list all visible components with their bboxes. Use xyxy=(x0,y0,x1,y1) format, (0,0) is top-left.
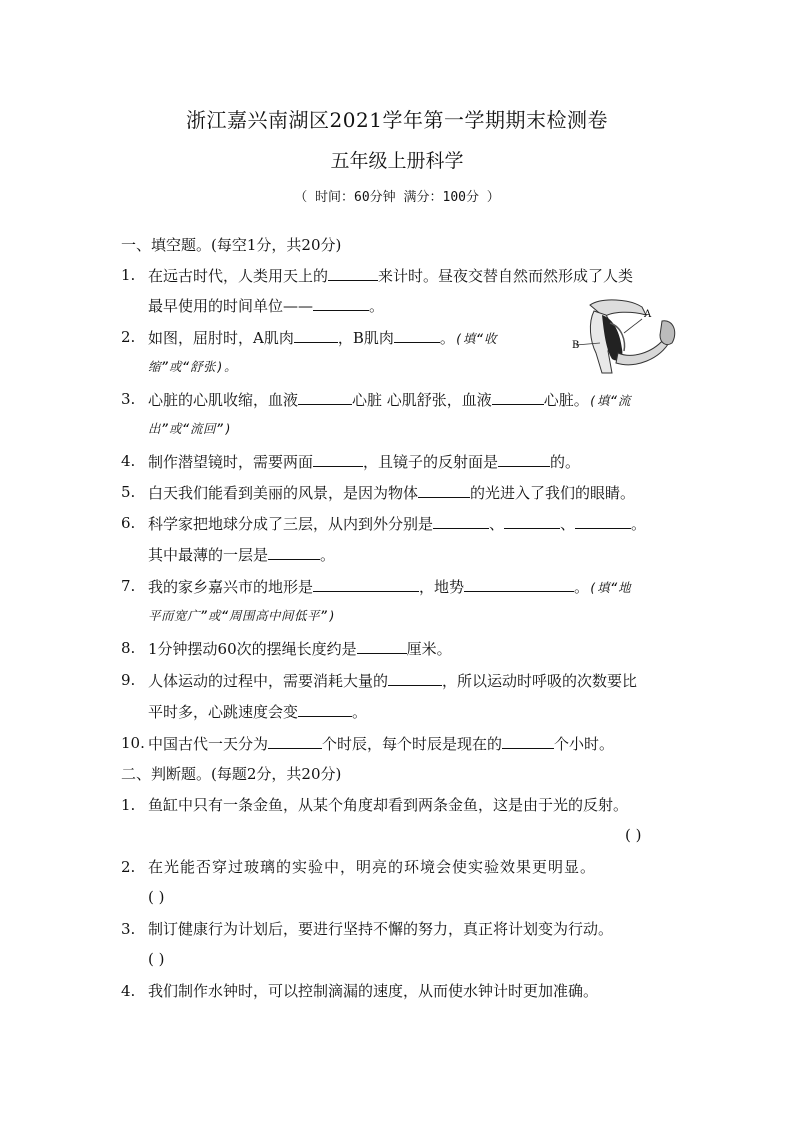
text-part: 、 xyxy=(560,515,576,533)
question-number: 1. xyxy=(121,266,136,284)
question-number: 2. xyxy=(121,858,136,876)
text-part: 。 xyxy=(369,297,385,315)
text-part: 在远古时代，人类用天上的 xyxy=(148,267,329,285)
label-b: B xyxy=(572,340,580,351)
question-text xyxy=(148,637,452,660)
text-part: 平时多，心跳速度会变 xyxy=(148,703,299,721)
answer-parentheses[interactable]: ( ) xyxy=(148,888,165,906)
question-text xyxy=(148,732,614,755)
answer-blank[interactable] xyxy=(498,450,550,467)
answer-parentheses[interactable]: ( ) xyxy=(148,950,165,968)
question-text: 在光能否穿过玻璃的实验中，明亮的环境会使实验效果更明显。 xyxy=(148,858,597,876)
text-part: 如图，屈肘时，A肌肉 xyxy=(148,329,294,347)
question-text: 我们制作水钟时，可以控制滴漏的速度，从而使水钟计时更加准确。 xyxy=(148,982,599,1000)
question-number: 8. xyxy=(121,639,136,657)
answer-blank[interactable] xyxy=(268,732,322,749)
answer-blank[interactable] xyxy=(328,264,378,281)
label-a: A xyxy=(644,309,652,320)
answer-blank[interactable] xyxy=(504,512,560,529)
question-number: 10. xyxy=(121,734,145,752)
hint-text-cont: 平而宽广”或“周围高中间低平”) xyxy=(148,608,337,623)
page-subtitle: 五年级上册科学 xyxy=(330,150,464,172)
hint-text-cont: 出”或“流回”) xyxy=(148,421,233,436)
text-part: 我的家乡嘉兴市的地形是 xyxy=(148,578,314,596)
question-text xyxy=(148,481,635,504)
text-part: 心脏 心肌舒张，血液 xyxy=(352,391,492,409)
question-number: 3. xyxy=(121,390,136,408)
text-part: 科学家把地球分成了三层，从内到外分别是 xyxy=(148,515,434,533)
text-part: ，B肌肉 xyxy=(337,329,394,347)
question-number: 6. xyxy=(121,514,136,532)
text-part: 的。 xyxy=(550,453,581,471)
answer-blank[interactable] xyxy=(357,637,407,654)
question-text xyxy=(148,450,580,473)
text-part: 。 xyxy=(320,546,336,564)
answer-blank[interactable] xyxy=(394,326,440,343)
question-text xyxy=(148,512,646,535)
question-text: 制订健康行为计划后，要进行坚持不懈的努力，真正将计划变为行动。 xyxy=(148,920,614,938)
text-part: 心脏。 xyxy=(543,391,589,409)
question-text-cont xyxy=(148,294,384,317)
answer-blank[interactable] xyxy=(298,700,352,717)
text-part: 。 xyxy=(439,329,455,347)
answer-blank[interactable] xyxy=(313,575,419,592)
question-number: 4. xyxy=(121,982,136,1000)
question-number: 1. xyxy=(121,796,136,814)
text-part: 心脏的心肌收缩，血液 xyxy=(148,391,299,409)
section-heading-fill-in: 一、填空题。(每空1分，共20分) xyxy=(121,236,342,254)
question-number: 3. xyxy=(121,920,136,938)
question-text-cont xyxy=(148,700,367,723)
text-part: 中国古代一天分为 xyxy=(148,735,269,753)
question-text: 鱼缸中只有一条金鱼，从某个角度却看到两条金鱼，这是由于光的反射。 xyxy=(148,796,629,814)
question-text xyxy=(148,669,637,692)
answer-blank[interactable] xyxy=(388,669,442,686)
answer-blank[interactable] xyxy=(268,543,320,560)
answer-blank[interactable] xyxy=(418,481,470,498)
question-number: 2. xyxy=(121,328,136,346)
text-part: 其中最薄的一层是 xyxy=(148,546,269,564)
text-part: 1分钟摆动60次的摆绳长度约是 xyxy=(148,640,357,658)
exam-meta: （ 时间：60分钟 满分：100分 ） xyxy=(294,190,500,205)
page-title: 浙江嘉兴南湖区2021学年第一学期期末检测卷 xyxy=(186,108,608,132)
text-part: ，地势 xyxy=(419,578,465,596)
text-part: 。 xyxy=(574,578,590,596)
text-part: 。 xyxy=(352,703,368,721)
text-part: 制作潜望镜时，需要两面 xyxy=(148,453,314,471)
text-part: 个时辰，每个时辰是现在的 xyxy=(322,735,503,753)
question-text-cont xyxy=(148,543,335,566)
question-number: 4. xyxy=(121,452,136,470)
text-part: 的光进入了我们的眼睛。 xyxy=(470,484,636,502)
question-number: 7. xyxy=(121,577,136,595)
answer-blank[interactable] xyxy=(294,326,338,343)
answer-blank[interactable] xyxy=(502,732,554,749)
answer-blank[interactable] xyxy=(298,388,352,405)
answer-blank[interactable] xyxy=(313,294,369,311)
text-part: 、 xyxy=(489,515,505,533)
answer-blank[interactable] xyxy=(464,575,574,592)
hint-text: (填“地 xyxy=(589,580,632,595)
text-part: 人体运动的过程中，需要消耗大量的 xyxy=(148,672,389,690)
question-number: 9. xyxy=(121,671,136,689)
hint-text-cont: 缩”或“舒张)。 xyxy=(148,359,238,374)
hint-text: (填“收 xyxy=(454,331,497,346)
text-part: 厘米。 xyxy=(406,640,452,658)
text-part: 个小时。 xyxy=(554,735,615,753)
question-text xyxy=(148,326,497,350)
answer-blank[interactable] xyxy=(433,512,489,529)
section-heading-true-false: 二、判断题。(每题2分，共20分) xyxy=(121,765,342,783)
text-part: 来计时。昼夜交替自然而然形成了人类 xyxy=(378,267,634,285)
answer-parentheses[interactable]: ( ) xyxy=(625,826,642,844)
text-part: ，且镜子的反射面是 xyxy=(363,453,499,471)
text-part: 白天我们能看到美丽的风景，是因为物体 xyxy=(148,484,419,502)
question-text xyxy=(148,575,631,599)
answer-blank[interactable] xyxy=(575,512,631,529)
text-part: 。 xyxy=(631,515,647,533)
question-text xyxy=(148,264,633,287)
answer-blank[interactable] xyxy=(492,388,544,405)
question-number: 5. xyxy=(121,483,136,501)
text-part: ，所以运动时呼吸的次数要比 xyxy=(442,672,638,690)
answer-blank[interactable] xyxy=(313,450,363,467)
question-text xyxy=(148,388,631,412)
arm-muscle-diagram-icon xyxy=(572,293,682,379)
hint-text: (填“流 xyxy=(588,393,631,408)
text-part: 最早使用的时间单位—— xyxy=(148,297,314,315)
